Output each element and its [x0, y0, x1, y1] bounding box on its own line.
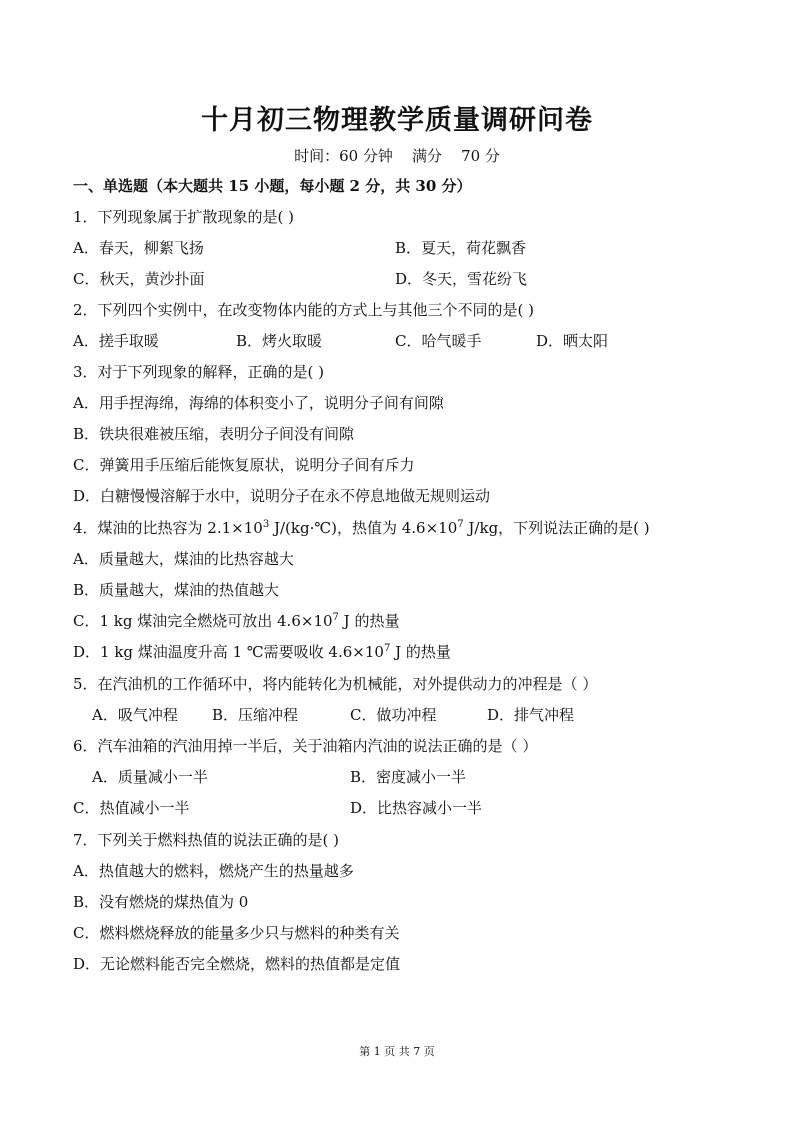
question-1-option-d: D．冬天，雪花纷飞	[395, 270, 528, 288]
question-5-option-a: A．吸气冲程	[92, 706, 178, 724]
page-footer: 第 1 页 共 7 页	[359, 1045, 435, 1058]
question-3-option-b: B．铁块很难被压缩，表明分子间没有间隙	[73, 425, 355, 443]
question-3-option-c: C．弹簧用手压缩后能恢复原状，说明分子间有斥力	[73, 456, 415, 474]
question-4-option-d: D．1 kg 煤油温度升高 1 ℃需要吸收 $4.6\times 10^7$ J 的热量	[73, 643, 451, 661]
question-1-stem: 1．下列现象属于扩散现象的是( )	[73, 208, 295, 226]
question-1-option-a: A．春天，柳絮飞扬	[73, 239, 204, 257]
question-6-stem: 6．汽车油箱的汽油用掉一半后，关于油箱内汽油的说法正确的是（ ）	[73, 737, 538, 755]
question-5-option-b: B．压缩冲程	[212, 706, 299, 724]
question-1-option-c: C．秋天，黄沙扑面	[73, 270, 205, 288]
question-5-option-c: C．做功冲程	[350, 706, 437, 724]
question-7-option-d: D．无论燃料能否完全燃烧，燃料的热值都是定值	[73, 955, 401, 973]
question-7-option-c: C．燃料燃烧释放的能量多少只与燃料的种类有关	[73, 924, 400, 942]
question-1-option-b: B．夏天，荷花飘香	[395, 239, 527, 257]
question-2-option-d: D．晒太阳	[536, 332, 609, 350]
question-4-option-c: C．1 kg 煤油完全燃烧可放出 $4.6\times 10^7$ J 的热量	[73, 612, 400, 630]
question-6-option-d: D．比热容减小一半	[350, 799, 483, 817]
question-2-option-a: A．搓手取暖	[73, 332, 159, 350]
question-7-stem: 7．下列关于燃料热值的说法正确的是( )	[73, 831, 340, 849]
question-6-option-a: A．质量减小一半	[92, 768, 208, 786]
question-7-option-b: B．没有燃烧的煤热值为 0	[73, 893, 249, 911]
exam-info: 时间：60 分钟 满分 70 分	[294, 147, 500, 165]
question-3-stem: 3．对于下列现象的解释，正确的是( )	[73, 363, 325, 381]
question-2-option-b: B．烤火取暖	[236, 332, 323, 350]
question-4-option-b: B．质量越大，煤油的热值越大	[73, 581, 280, 599]
question-5-stem: 5．在汽油机的工作循环中，将内能转化为机械能，对外提供动力的冲程是（ ）	[73, 675, 598, 693]
section-heading: 一、单选题（本大题共 15 小题，每小题 2 分，共 30 分）	[73, 177, 472, 195]
question-6-option-c: C．热值减小一半	[73, 799, 190, 817]
question-4-option-a: A．质量越大，煤油的比热容越大	[73, 550, 294, 568]
question-2-option-c: C．哈气暖手	[395, 332, 482, 350]
page-title: 十月初三物理教学质量调研问卷	[201, 105, 593, 136]
question-4-stem: 4．煤油的比热容为 $2.1\times 10^3$ J/(kg·℃)，热值为 $4.6\times 10^7$ J/kg，下列说法正确的是( )	[73, 519, 650, 537]
question-2-stem: 2．下列四个实例中，在改变物体内能的方式上与其他三个不同的是( )	[73, 301, 535, 319]
question-6-option-b: B．密度减小一半	[350, 768, 467, 786]
question-5-option-d: D．排气冲程	[487, 706, 575, 724]
question-3-option-d: D．白糖慢慢溶解于水中，说明分子在永不停息地做无规则运动	[73, 487, 491, 505]
question-3-option-a: A．用手捏海绵，海绵的体积变小了，说明分子间有间隙	[73, 394, 444, 412]
question-7-option-a: A．热值越大的燃料，燃烧产生的热量越多	[73, 862, 354, 880]
